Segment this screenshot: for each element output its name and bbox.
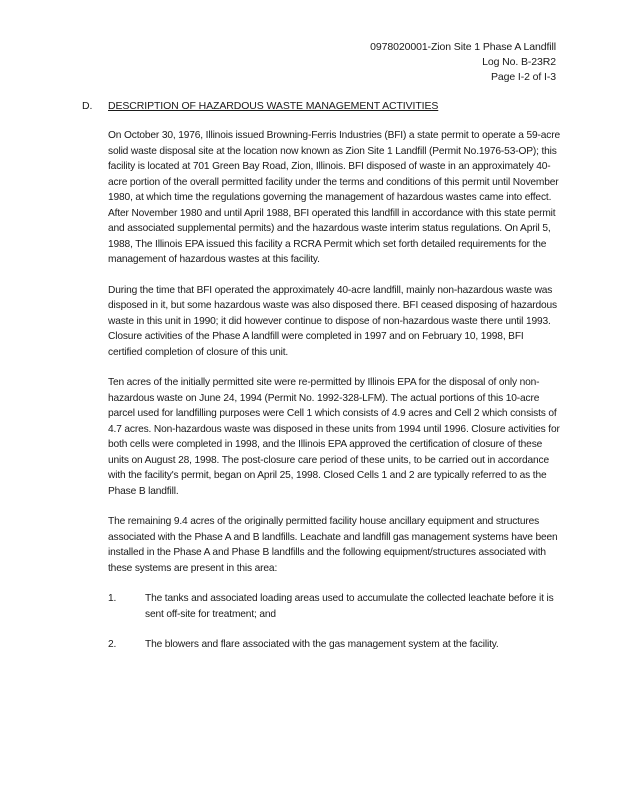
list-item <box>108 637 560 653</box>
paragraph-landfill-operation: During the time that BFI operated the approximately 40-acre landfill, mainly non-hazardous waste was disposed in it, but some hazardous waste was also disposed there. BFI ceased disposing of hazardous waste in this unit in 1990; it did however continue to dispose of non-hazardous waste there until 1993. Closure activities of the Phase A landfill were completed in 1997 and on February 10, 1998, BFI certified completion of closure of this unit. <box>108 284 557 358</box>
section-letter: D. <box>82 100 93 112</box>
section-title: DESCRIPTION OF HAZARDOUS WASTE MANAGEMENT ACTIVITIES <box>108 100 439 112</box>
list-item-text: The tanks and associated loading areas used to accumulate the collected leachate before it is sent off-site for treatment; and <box>145 593 554 620</box>
header-page-number: Page I-2 of I-3 <box>490 71 556 83</box>
page-header <box>370 40 556 85</box>
list-item-number: 2. <box>108 639 117 650</box>
paragraph-repermit: Ten acres of the initially permitted site were re-permitted by Illinois EPA for the disposal of only non-hazardous waste on June 24, 1994 (Permit No. 1992-328-LFM). The actual portions of this 10-acre parcel used for landfilling purposes were Cell 1 which consists of 4.9 acres and Cell 2 which consists of 4.7 acres. Non-hazardous waste was disposed in these units from 1994 until 1996. Closure activities for both cells were completed in 1998, and the Illinois EPA approved the certification of closure of these units on August 28, 1998. The post-closure care period of these units, to be carried out in accordance with the facility's permit, began on April 25, 1998. Closed Cells 1 and 2 are typically referred to as the Phase B landfill. <box>108 377 560 497</box>
equipment-list <box>108 591 560 653</box>
section-heading <box>82 99 438 113</box>
paragraph-ancillary-equipment: The remaining 9.4 acres of the originally permitted facility house ancillary equipment and structures associated with the Phase A and B landfills. Leachate and landfill gas management systems have been installed in the Phase A and Phase B landfills and the following equipment/structures associated with these systems are present in this area: <box>108 516 558 574</box>
list-item <box>108 591 560 622</box>
header-facility-line: 0978020001-Zion Site 1 Phase A Landfill <box>370 41 556 53</box>
header-log-number: Log No. B-23R2 <box>482 56 556 68</box>
paragraph-permit-history: On October 30, 1976, Illinois issued Browning-Ferris Industries (BFI) a state permit to operate a 59-acre solid waste disposal site at the location now known as Zion Site 1 Landfill (Permit No.1976-53-OP); this facility is located at 701 Green Bay Road, Zion, Illinois. BFI disposed of waste in an approximately 40-acre portion of the overall permitted facility under the terms and conditions of this permit until November 1980, at which time the regulations governing the management of hazardous wastes came into effect. After November 1980 and until April 1988, BFI operated this landfill in accordance with this state permit and associated supplemental permits) and the hazardous waste interim status regulations. On April 5, 1988, The Illinois EPA issued this facility a RCRA Permit which set forth detailed requirements for the management of hazardous wastes at this facility. <box>108 130 560 265</box>
document-body <box>108 128 560 668</box>
list-item-text: The blowers and flare associated with the gas management system at the facility. <box>145 639 499 650</box>
list-item-number: 1. <box>108 593 117 604</box>
